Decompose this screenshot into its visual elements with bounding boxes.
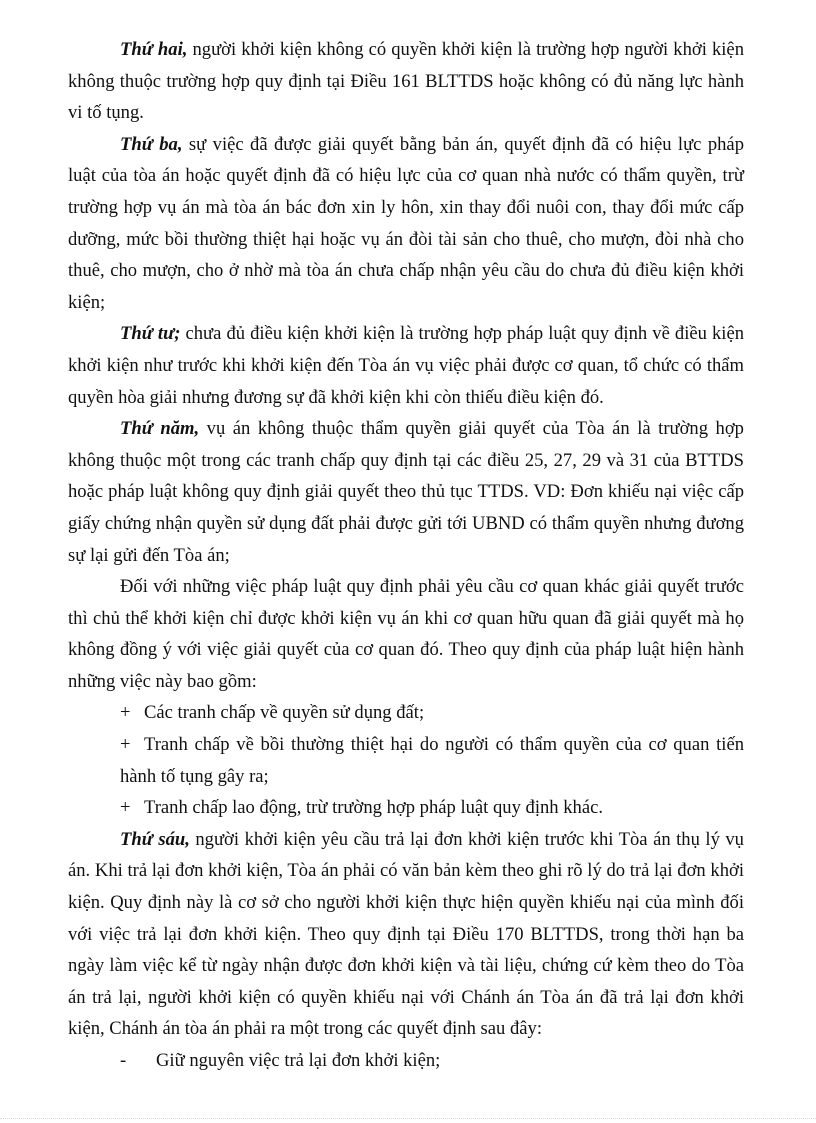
dash-bullet: - [120, 1050, 127, 1071]
plus-bullet: + [120, 734, 131, 756]
paragraph-thu-tu [68, 318, 744, 413]
list-item-text: Tranh chấp về bồi thường thiệt hại do người có thẩm quyền của cơ quan tiến hành tố tụng gây ra; [120, 734, 744, 787]
paragraph-lead: Thứ ba, [120, 133, 183, 155]
plus-bullet: + [120, 702, 131, 724]
list-item-text: Giữ nguyên việc trả lại đơn khởi kiện; [156, 1050, 441, 1071]
paragraph-lead: Thứ hai, [120, 39, 188, 60]
paragraph-lead: Thứ tư; [120, 323, 181, 345]
list-item-text: Tranh chấp lao động, trừ trường hợp pháp luật quy định khác. [144, 797, 603, 819]
paragraph-thu-sau [68, 824, 744, 1045]
list-item [68, 729, 744, 792]
plus-bullet: + [120, 797, 131, 819]
paragraph-thu-ba [68, 129, 744, 319]
list-item [68, 792, 744, 824]
page-bottom-rule [0, 1118, 816, 1119]
paragraph-text: người khởi kiện yêu cầu trả lại đơn khởi kiện trước khi Tòa án thụ lý vụ án. Khi trả lại đơn khởi kiện, Tòa án phải có văn bản kèm theo ghi rõ lý do trả lại đơn khởi kiện. Quy định này là cơ sở cho người khởi kiện thực hiện quyền khiếu nại của mình đối với việc trả lại đơn khởi kiện. Theo quy định tại Điều 170 BLTTDS, trong thời hạn ba ngày làm việc kể từ ngày nhận được đơn khởi kiện và tài liệu, chứng cứ kèm theo do Tòa án trả lại, người khởi kiện có quyền khiếu nại với Chánh án Tòa án đã trả lại đơn khởi kiện, Chánh án tòa án phải ra một trong các quyết định sau đây: [68, 828, 744, 1040]
document-page [68, 34, 744, 1077]
paragraph-text: người khởi kiện không có quyền khởi kiện là trường hợp người khởi kiện không thuộc trường hợp quy định tại Điều 161 BLTTDS hoặc không có đủ năng lực hành vi tố tụng. [68, 39, 744, 124]
paragraph-doi-voi [68, 571, 744, 697]
paragraph-text: sự việc đã được giải quyết bằng bản án, quyết định đã có hiệu lực pháp luật của tòa án hoặc quyết định đã có hiệu lực của cơ quan nhà nước có thẩm quyền, trừ trường hợp vụ án mà tòa án bác đơn xin ly hôn, xin thay đổi nuôi con, thay đổi mức cấp dưỡng, mức bồi thường thiệt hại hoặc vụ án đòi tài sản cho thuê, cho mượn, đòi nhà cho thuê, cho mượn, cho ở nhờ mà tòa án chưa chấp nhận yêu cầu do chưa đủ điều kiện khởi kiện; [68, 133, 744, 313]
list-item-text: Các tranh chấp về quyền sử dụng đất; [144, 702, 425, 724]
paragraph-lead: Thứ sáu, [120, 828, 190, 850]
paragraph-lead: Thứ năm, [120, 418, 200, 440]
paragraph-text: vụ án không thuộc thẩm quyền giải quyết của Tòa án là trường hợp không thuộc một trong các tranh chấp quy định tại các điều 25, 27, 29 và 31 của BTTDS hoặc pháp luật không quy định giải quyết theo thủ tục TTDS. VD: Đơn khiếu nại việc cấp giấy chứng nhận quyền sử dụng đất phải được gửi tới UBND có thẩm quyền nhưng đương sự lại gửi đến Tòa án; [68, 418, 744, 566]
paragraph-thu-nam [68, 413, 744, 571]
list-item [68, 1045, 744, 1077]
list-item [68, 697, 744, 729]
paragraph-text: chưa đủ điều kiện khởi kiện là trường hợp pháp luật quy định về điều kiện khởi kiện như trước khi khởi kiện đến Tòa án vụ việc phải được cơ quan, tổ chức có thẩm quyền hòa giải nhưng đương sự đã khởi kiện khi còn thiếu điều kiện đó. [68, 323, 744, 408]
paragraph-text: Đối với những việc pháp luật quy định phải yêu cầu cơ quan khác giải quyết trước thì chủ thể khởi kiện chỉ được khởi kiện vụ án khi cơ quan hữu quan đã giải quyết mà họ không đồng ý với việc giải quyết của cơ quan đó. Theo quy định của pháp luật hiện hành những việc này bao gồm: [68, 576, 744, 692]
paragraph-thu-hai [68, 34, 744, 129]
